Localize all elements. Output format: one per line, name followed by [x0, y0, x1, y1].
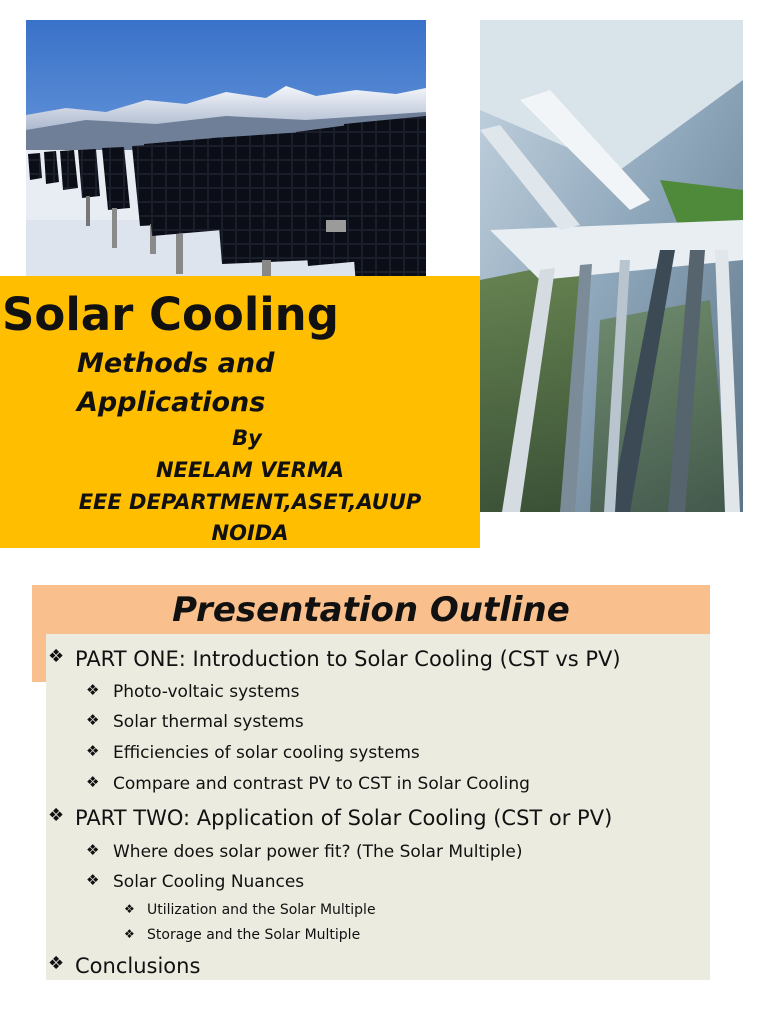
- diamond-bullet-icon: ❖: [86, 871, 100, 889]
- outline-item-text: Where does solar power fit? (The Solar Multiple): [113, 842, 523, 862]
- outline-item: [48, 645, 621, 673]
- solar-panels-illustration: [26, 20, 426, 286]
- outline-item: [86, 741, 420, 765]
- outline-item: [48, 952, 200, 980]
- diamond-bullet-icon: ❖: [86, 681, 100, 699]
- diamond-bullet-icon: ❖: [86, 841, 100, 859]
- outline-item-text: Solar Cooling Nuances: [113, 872, 305, 892]
- outline-item: [124, 925, 360, 945]
- subtitle-line: Applications: [77, 387, 266, 418]
- diamond-bullet-icon: ❖: [48, 646, 65, 667]
- diamond-bullet-icon: ❖: [86, 711, 100, 729]
- outline-item: [86, 870, 304, 894]
- diamond-bullet-icon: ❖: [86, 773, 100, 791]
- outline-header-tab: [32, 634, 46, 682]
- subtitle-line: Methods and: [77, 348, 275, 379]
- author-department: EEE DEPARTMENT,ASET,AUUP: [78, 490, 422, 514]
- outline-item: [48, 804, 612, 832]
- mirror-structure-photo: [480, 20, 743, 512]
- mirror-structure-illustration: [480, 20, 743, 512]
- diamond-bullet-icon: ❖: [86, 742, 100, 760]
- outline-item: [124, 900, 376, 920]
- outline-item: [86, 680, 300, 704]
- outline-item-text: Photo-voltaic systems: [113, 682, 300, 702]
- outline-title: Presentation Outline: [172, 590, 570, 630]
- outline-item-text: Storage and the Solar Multiple: [147, 927, 361, 943]
- outline-item-text: Conclusions: [75, 954, 201, 978]
- outline-item: [86, 772, 530, 796]
- author-name: NEELAM VERMA: [155, 458, 345, 482]
- presentation-title: Solar Cooling: [2, 288, 339, 341]
- outline-item-text: Utilization and the Solar Multiple: [147, 902, 376, 918]
- outline-item-text: Solar thermal systems: [113, 712, 304, 732]
- solar-panels-photo: [26, 20, 426, 286]
- outline-item: [86, 840, 523, 864]
- diamond-bullet-icon: ❖: [48, 953, 65, 974]
- author-city: NOIDA: [211, 521, 289, 545]
- outline-item-text: PART ONE: Introduction to Solar Cooling (CST vs PV): [75, 647, 621, 671]
- outline-item-text: Compare and contrast PV to CST in Solar Cooling: [113, 774, 530, 794]
- by-label: By: [232, 426, 262, 450]
- diamond-bullet-icon: ❖: [124, 902, 135, 916]
- outline-item-text: PART TWO: Application of Solar Cooling (CST or PV): [75, 806, 613, 830]
- diamond-bullet-icon: ❖: [124, 927, 135, 941]
- outline-item: [86, 710, 304, 734]
- diamond-bullet-icon: ❖: [48, 805, 65, 826]
- outline-item-text: Efficiencies of solar cooling systems: [113, 743, 420, 763]
